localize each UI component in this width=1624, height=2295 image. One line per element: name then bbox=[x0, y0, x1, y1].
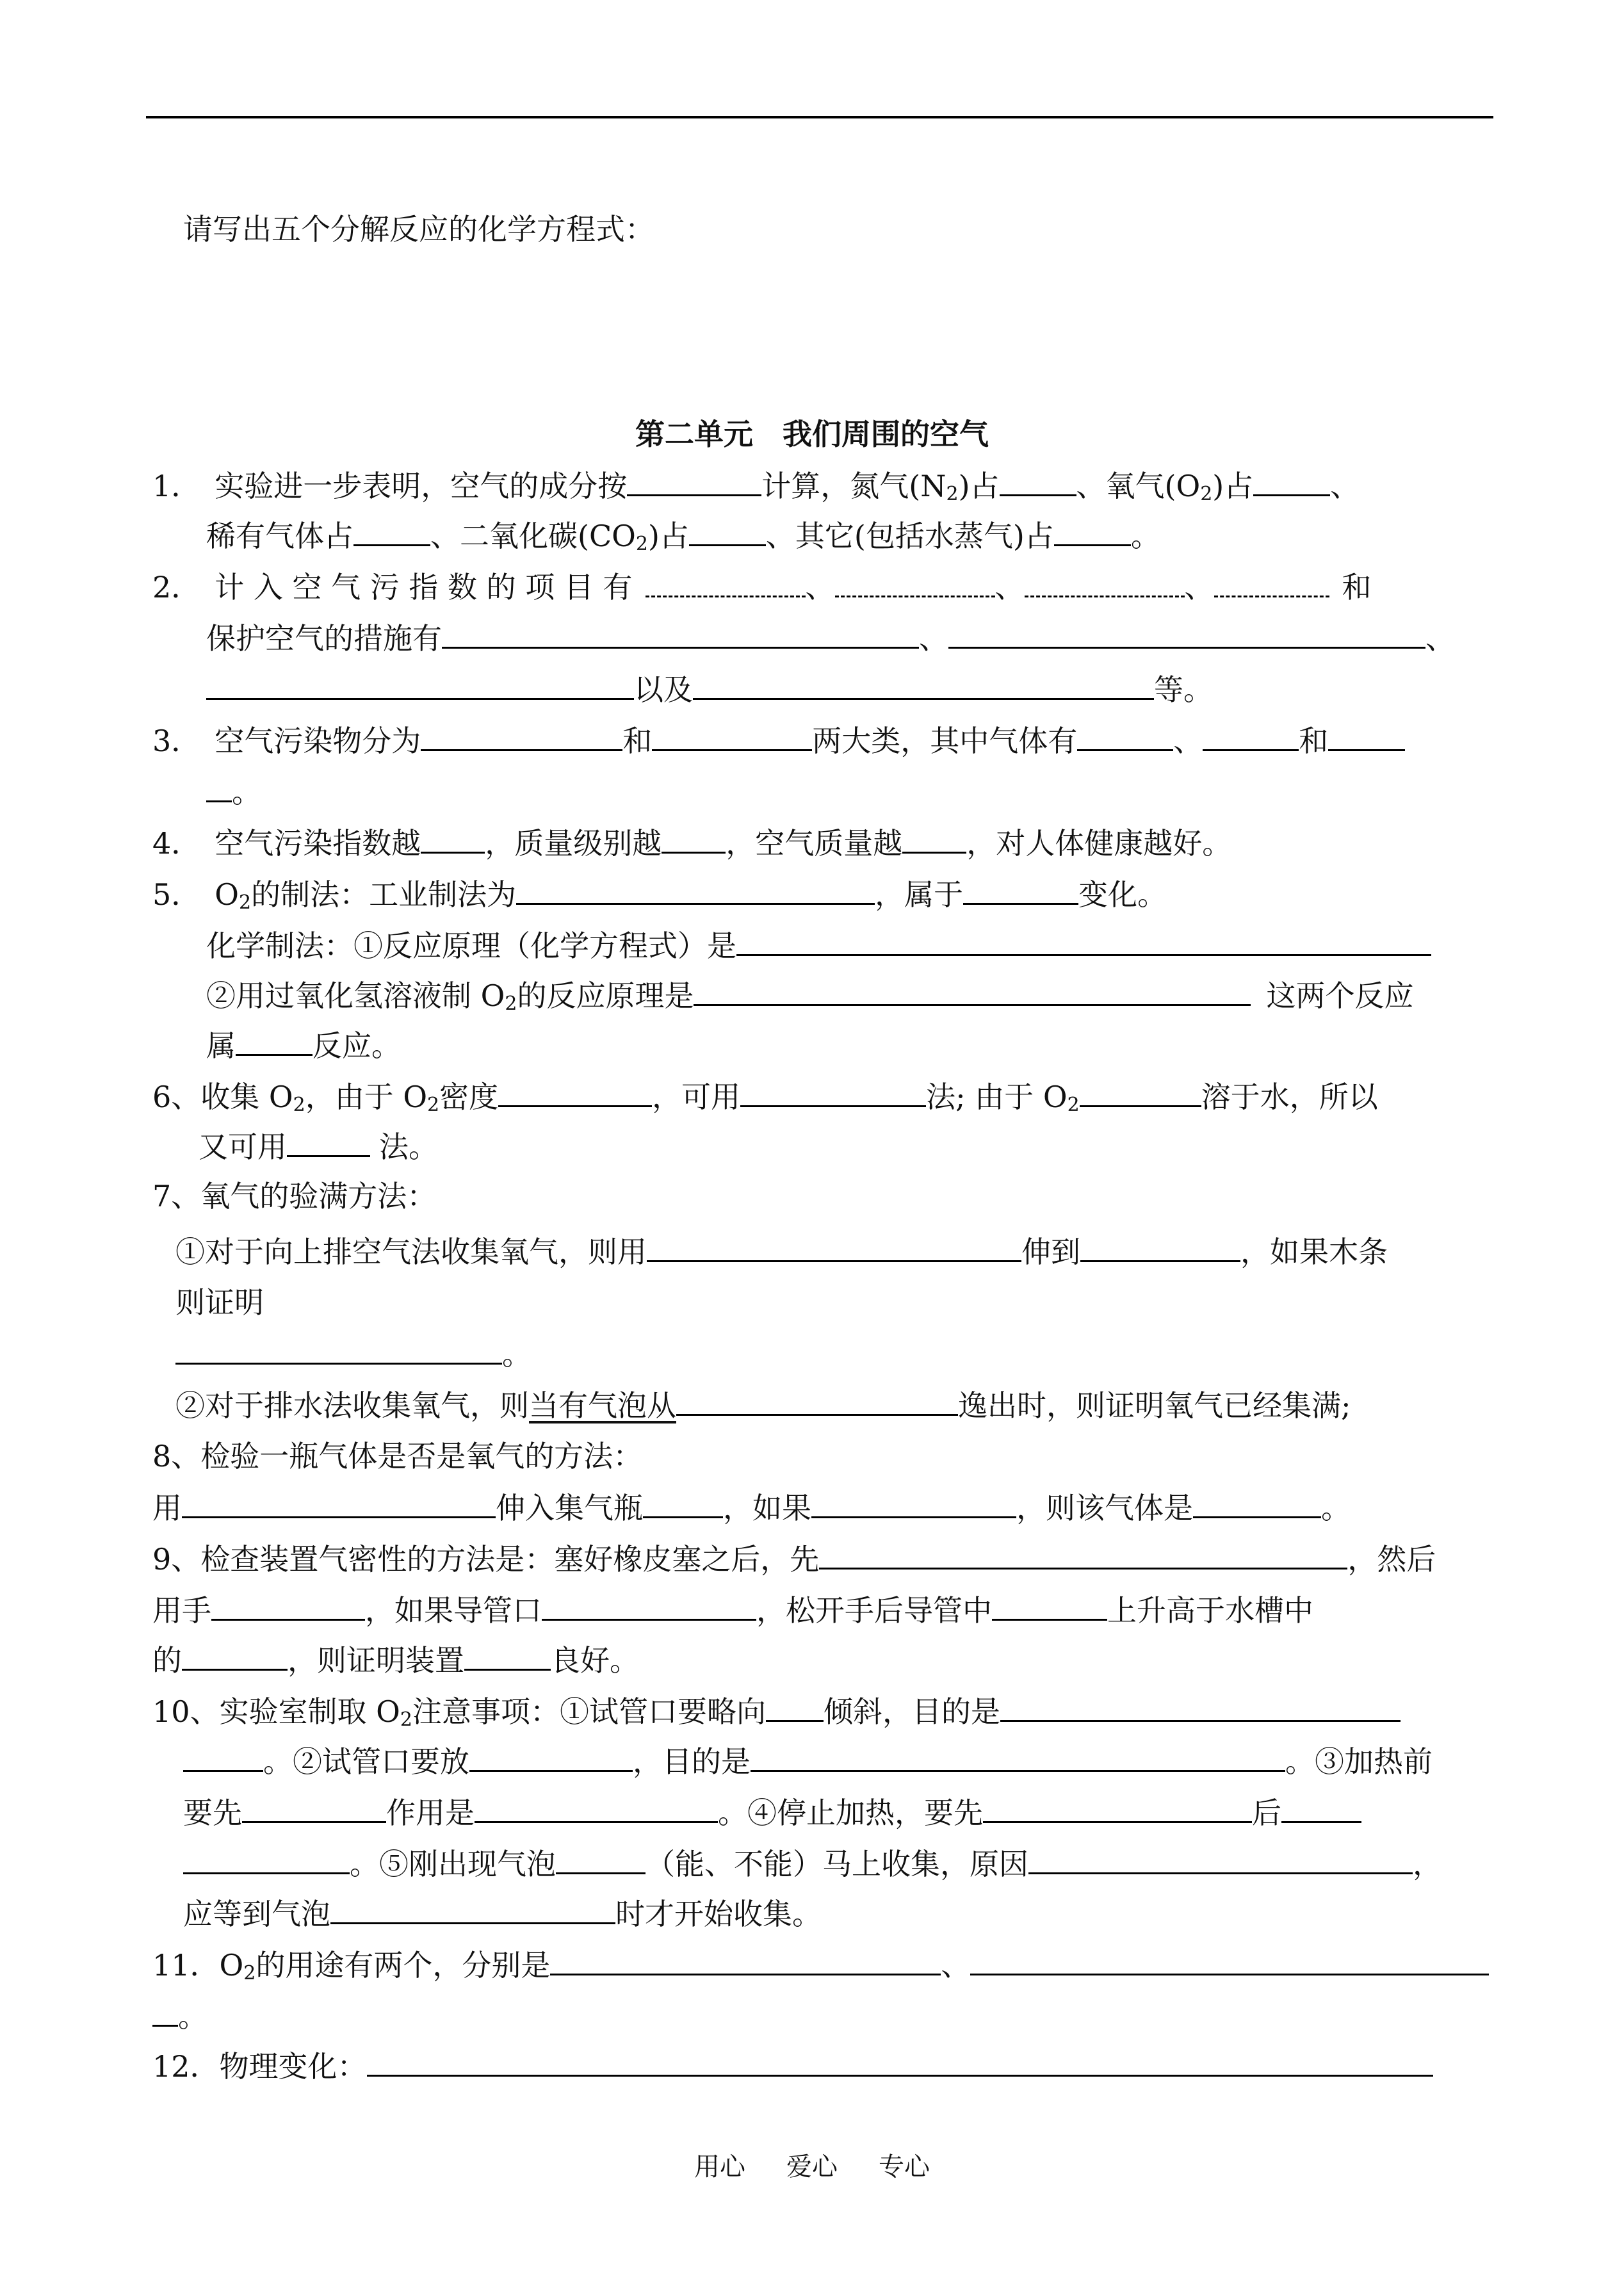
blank[interactable] bbox=[1253, 466, 1330, 496]
blank[interactable] bbox=[652, 721, 812, 751]
question-10-line-4: 。⑤刚出现气泡 （能、不能）马上收集，原因 ， bbox=[183, 1844, 1442, 1883]
blank[interactable] bbox=[1000, 466, 1076, 496]
question-11-line-2: 。 bbox=[152, 1997, 207, 2036]
blank[interactable] bbox=[498, 1077, 652, 1107]
blank[interactable] bbox=[353, 516, 430, 546]
question-10-line-2: 。②试管口要放 ，目的是 。③加热前 bbox=[183, 1742, 1433, 1781]
blank[interactable] bbox=[983, 1793, 1252, 1823]
blank[interactable] bbox=[182, 1641, 288, 1671]
blank[interactable] bbox=[330, 1894, 615, 1924]
page-footer: 用心 爱心 专心 bbox=[694, 2152, 930, 2182]
blank[interactable] bbox=[475, 1793, 718, 1823]
blank[interactable] bbox=[542, 1591, 756, 1621]
question-1-line-1: 1． 实验进一步表明，空气的成分按 计算，氮气$(N_2)$占 、氧气$(O_2)$占 、 bbox=[152, 466, 1360, 505]
question-2-line-3: 以及 等。 bbox=[206, 670, 1213, 709]
question-7-line-4: ②对于排水法收集氧气，则当有气泡从 逸出时，则证明氧气已经集满; bbox=[175, 1386, 1351, 1425]
blank[interactable] bbox=[464, 1641, 551, 1671]
blank[interactable] bbox=[469, 1742, 633, 1772]
blank[interactable] bbox=[963, 875, 1078, 905]
blank[interactable] bbox=[740, 1077, 926, 1107]
question-5-line-1: 5． $O_2$的制法：工业制法为 ，属于 变化。 bbox=[152, 875, 1167, 914]
question-7-line-1: ①对于向上排空气法收集氧气，则用 伸到 ，如果木条 bbox=[175, 1232, 1388, 1271]
blank[interactable] bbox=[627, 466, 761, 496]
blank[interactable] bbox=[751, 1742, 1285, 1772]
blank[interactable] bbox=[183, 1844, 350, 1874]
blank[interactable] bbox=[835, 567, 995, 597]
question-1-line-2: 稀有气体占 、二氧化碳$(CO_2)$占 、其它(包括水蒸气)占 。 bbox=[206, 516, 1160, 555]
question-5-line-4: 属 反应。 bbox=[206, 1026, 401, 1065]
blank[interactable] bbox=[367, 2047, 1433, 2077]
question-9-line-3: 的 ，则证明装置 良好。 bbox=[152, 1641, 639, 1680]
blank[interactable] bbox=[992, 1591, 1107, 1621]
question-2-line-1: 2． 计 入 空 气 污 指 数 的 项 目 有 、 、 、 和 bbox=[152, 567, 1372, 606]
question-10-line-5: 应等到气泡 时才开始收集。 bbox=[183, 1894, 822, 1933]
question-7-line-2: 则证明 bbox=[175, 1285, 264, 1320]
question-7-line-3: 。 bbox=[175, 1334, 532, 1374]
blank[interactable] bbox=[970, 1945, 1489, 1975]
question-9-line-1: 9、检查装置气密性的方法是：塞好橡皮塞之后，先 ，然后 bbox=[152, 1539, 1436, 1578]
blank[interactable] bbox=[236, 1026, 313, 1056]
blank[interactable] bbox=[646, 567, 806, 597]
question-7-heading: 7、氧气的验满方法： bbox=[152, 1179, 437, 1213]
question-10-line-1: 10、实验室制取 $O_2$注意事项：①试管口要略向 倾斜，目的是 bbox=[152, 1692, 1401, 1731]
blank[interactable] bbox=[206, 670, 634, 700]
question-8-line-1: 用 伸入集气瓶 ，如果 ，则该气体是 。 bbox=[152, 1488, 1351, 1527]
blank[interactable] bbox=[811, 1488, 1016, 1518]
blank[interactable] bbox=[1000, 1692, 1401, 1722]
question-3-line-2: 。 bbox=[206, 772, 261, 811]
blank[interactable] bbox=[1054, 516, 1131, 546]
blank[interactable] bbox=[647, 1232, 1021, 1262]
blank[interactable] bbox=[421, 823, 485, 854]
question-2-line-2: 保护空气的措施有 、 、 bbox=[206, 619, 1455, 658]
blank[interactable] bbox=[1080, 1232, 1240, 1262]
blank[interactable] bbox=[1025, 567, 1185, 597]
blank[interactable] bbox=[1203, 721, 1299, 751]
blank[interactable] bbox=[1214, 567, 1329, 597]
blank[interactable] bbox=[550, 1945, 941, 1975]
question-12: 12．物理变化： bbox=[152, 2047, 1433, 2086]
blank[interactable] bbox=[1281, 1793, 1361, 1823]
header-rule bbox=[146, 116, 1493, 118]
blank[interactable] bbox=[516, 875, 875, 905]
blank[interactable] bbox=[287, 1127, 370, 1157]
blank[interactable] bbox=[556, 1844, 646, 1874]
blank[interactable] bbox=[736, 926, 1431, 956]
question-11-line-1: 11．$O_2$的用途有两个，分别是 、 bbox=[152, 1945, 1489, 1984]
blank[interactable] bbox=[421, 721, 622, 751]
question-10-line-3: 要先 作用是 。④停止加热，要先 后 bbox=[183, 1793, 1361, 1832]
blank[interactable] bbox=[442, 619, 919, 649]
question-8-heading: 8、检验一瓶气体是否是氧气的方法： bbox=[152, 1439, 643, 1473]
question-5-line-3: ②用过氧化氢溶液制 $O_2$的反应原理是 这两个反应 bbox=[206, 976, 1413, 1015]
blank[interactable] bbox=[902, 823, 966, 854]
blank[interactable] bbox=[676, 1386, 958, 1416]
question-3-line-1: 3． 空气污染物分为 和 两大类，其中气体有 、 和 bbox=[152, 721, 1405, 760]
blank[interactable] bbox=[1077, 721, 1173, 751]
blank[interactable] bbox=[183, 1742, 263, 1772]
blank[interactable] bbox=[242, 1793, 386, 1823]
question-4: 4． 空气污染指数越 ，质量级别越 ，空气质量越 ，对人体健康越好。 bbox=[152, 823, 1231, 863]
question-6-line-1: 6、收集 $O_2$，由于 $O_2$密度 ，可用 法; 由于 $O_2$ 溶于水，所以 bbox=[152, 1077, 1378, 1116]
blank[interactable] bbox=[662, 823, 726, 854]
blank[interactable] bbox=[152, 1997, 178, 2027]
blank[interactable] bbox=[1080, 1077, 1201, 1107]
blank[interactable] bbox=[948, 619, 1425, 649]
blank[interactable] bbox=[1328, 721, 1405, 751]
intro-prompt: 请写出五个分解反应的化学方程式： bbox=[183, 212, 654, 247]
unit-title: 第二单元 我们周围的空气 bbox=[635, 417, 989, 451]
blank[interactable] bbox=[819, 1539, 1347, 1569]
question-9-line-2: 用手 ，如果导管口 ，松开手后导管中 上升高于水槽中 bbox=[152, 1591, 1313, 1630]
blank[interactable] bbox=[694, 976, 1251, 1006]
blank[interactable] bbox=[175, 1334, 502, 1365]
blank[interactable] bbox=[182, 1488, 496, 1518]
question-5-line-2: 化学制法：①反应原理（化学方程式）是 bbox=[206, 926, 1431, 965]
question-6-line-2: 又可用 法。 bbox=[199, 1127, 438, 1166]
blank[interactable] bbox=[206, 772, 232, 802]
blank[interactable] bbox=[693, 670, 1154, 700]
blank[interactable] bbox=[689, 516, 766, 546]
blank[interactable] bbox=[211, 1591, 365, 1621]
blank[interactable] bbox=[766, 1692, 824, 1722]
blank[interactable] bbox=[643, 1488, 723, 1518]
blank[interactable] bbox=[1028, 1844, 1413, 1874]
blank[interactable] bbox=[1193, 1488, 1321, 1518]
